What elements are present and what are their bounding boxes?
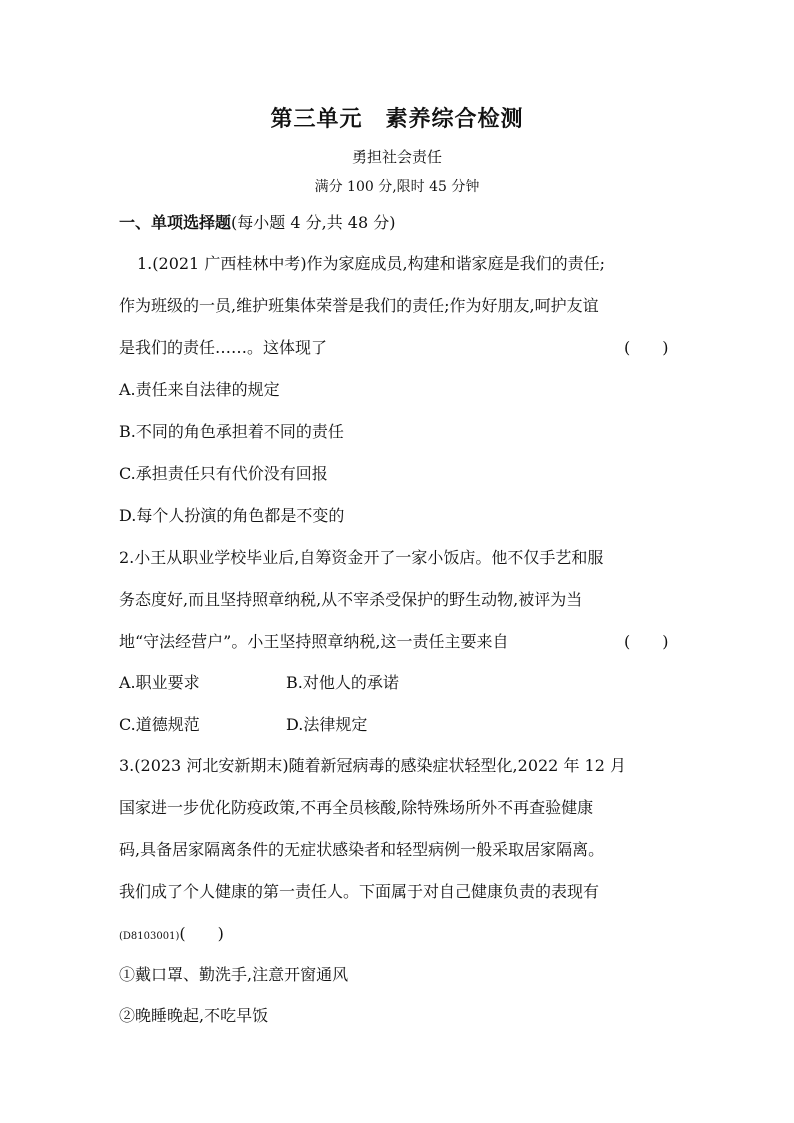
- section-note: (每小题 4 分,共 48 分): [231, 213, 396, 232]
- q1-line-2: 作为班级的一员,维护班集体荣誉是我们的责任;作为好朋友,呵护友谊: [119, 296, 599, 315]
- q2-answer-paren: ( ): [624, 632, 669, 651]
- q3-answer-paren: ( ): [179, 924, 224, 943]
- q3-item-2: ②晚睡晚起,不吃早饭: [119, 1006, 269, 1025]
- q2-line-2: 务态度好,而且坚持照章纳税,从不宰杀受保护的野生动物,被评为当: [119, 590, 583, 609]
- q3-line-1: 3.(2023 河北安新期末)随着新冠病毒的感染症状轻型化,2022 年 12 月: [119, 756, 626, 775]
- q2-option-a: A.职业要求: [119, 673, 200, 692]
- q3-line-3: 码,具备居家隔离条件的无症状感染者和轻型病例一般采取居家隔离。: [119, 840, 605, 859]
- q1-option-d: D.每个人扮演的角色都是不变的: [119, 506, 345, 525]
- q2-option-b: B.对他人的承诺: [286, 673, 399, 692]
- q1-option-a: A.责任来自法律的规定: [119, 380, 280, 399]
- q3-code-line: [119, 921, 679, 944]
- q3-item-1: ①戴口罩、勤洗手,注意开窗通风: [119, 965, 349, 984]
- q1-line-1: 1.(2021 广西桂林中考)作为家庭成员,构建和谐家庭是我们的责任;: [137, 254, 606, 273]
- page-subtitle: 勇担社会责任: [351, 148, 442, 166]
- q3-line-2: 国家进一步优化防疫政策,不再全员核酸,除特殊场所外不再查验健康: [119, 798, 594, 817]
- section-title: 一、单项选择题: [119, 213, 232, 232]
- q1-line-3: 是我们的责任……。这体现了: [119, 338, 328, 357]
- q2-option-d: D.法律规定: [286, 715, 368, 734]
- q1-answer-paren: ( ): [624, 338, 669, 357]
- section-heading: [119, 210, 395, 233]
- page-title: 第三单元 素养综合检测: [270, 107, 524, 132]
- q1-option-c: C.承担责任只有代价没有回报: [119, 464, 328, 483]
- question-code: (D8103001): [119, 931, 180, 942]
- q1-option-b: B.不同的角色承担着不同的责任: [119, 422, 344, 441]
- q2-line-1: 2.小王从职业学校毕业后,自筹资金开了一家小饭店。他不仅手艺和服: [119, 548, 604, 567]
- q2-option-c: C.道德规范: [119, 715, 200, 734]
- q2-line-3: 地“守法经营户”。小王坚持照章纳税,这一责任主要来自: [119, 632, 509, 651]
- q3-line-4: 我们成了个人健康的第一责任人。下面属于对自己健康负责的表现有: [119, 882, 600, 901]
- score-time-info: 满分 100 分,限时 45 分钟: [314, 179, 480, 195]
